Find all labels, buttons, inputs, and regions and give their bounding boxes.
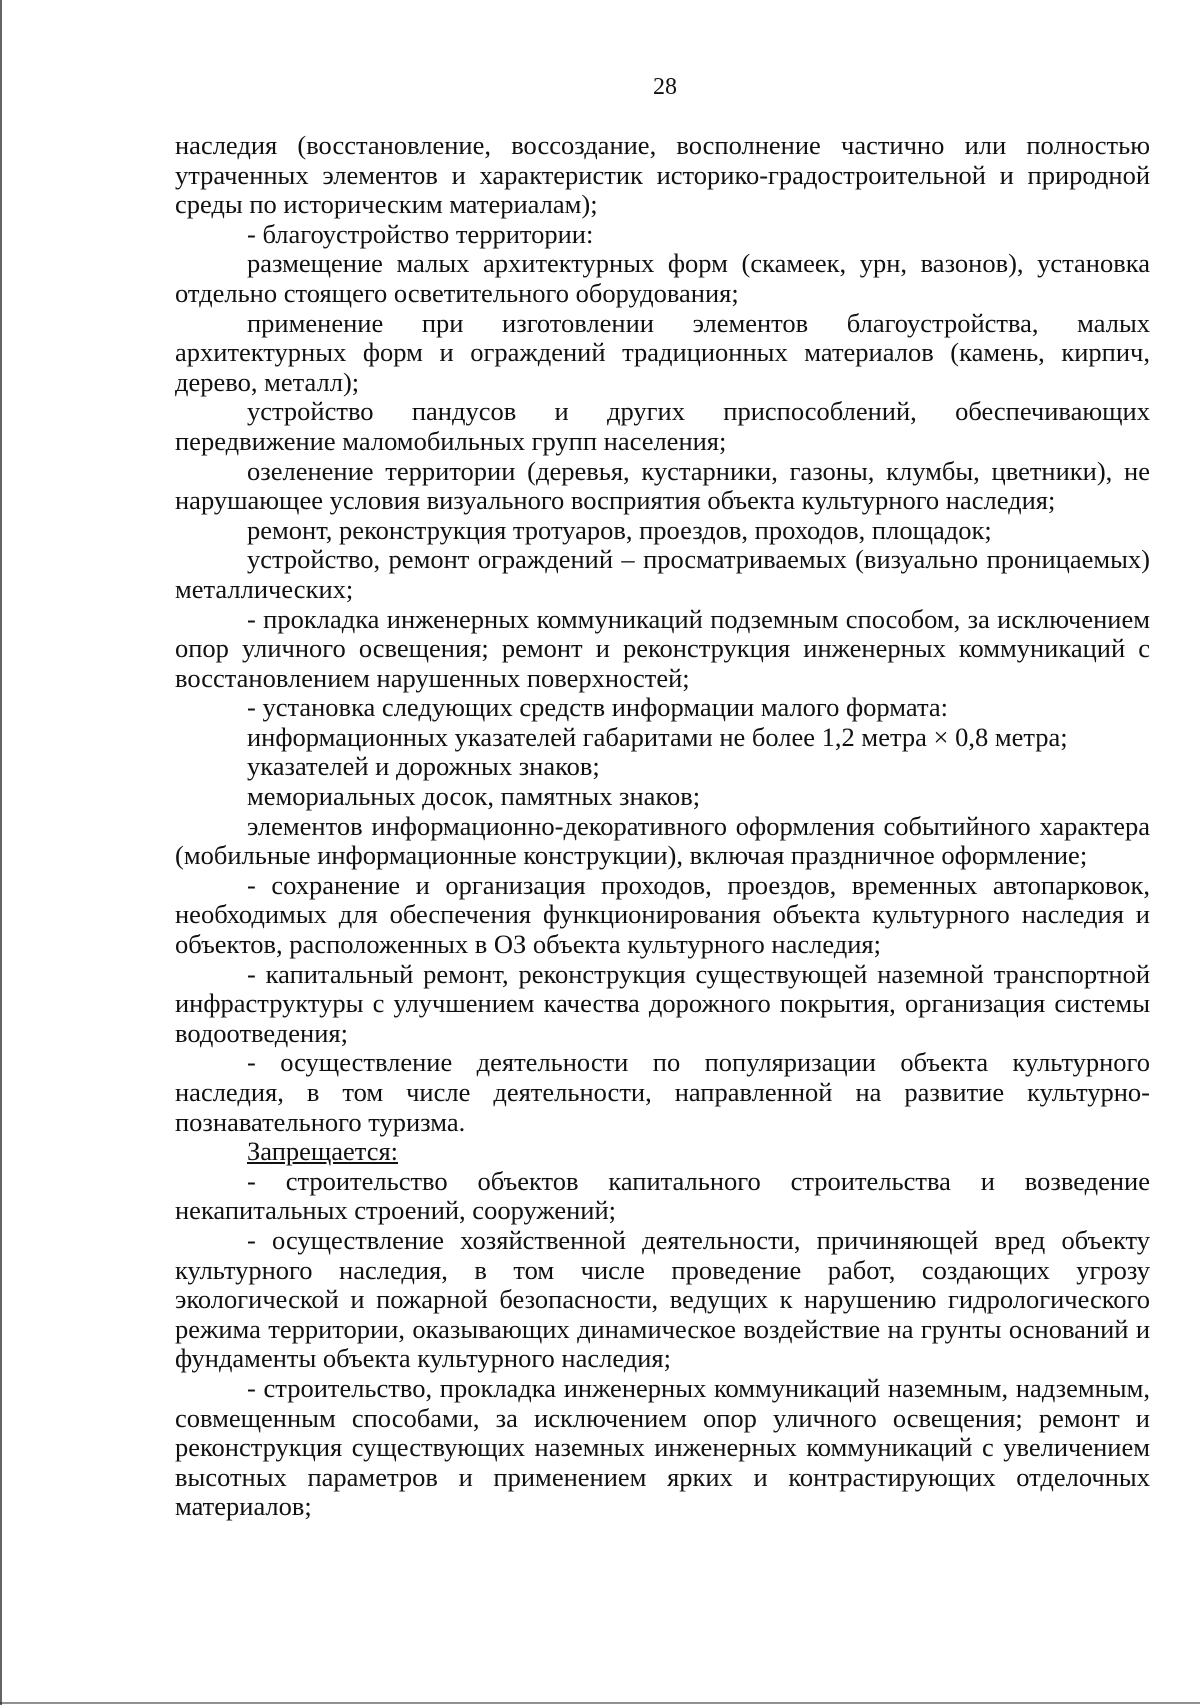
paragraph: - осуществление деятельности по популяризации объекта культурного наследия, в том числе деятельности, направленной на развитие культурно-познавательного туризма.: [175, 1047, 1150, 1137]
paragraph: применение при изготовлении элементов благоустройства, малых архитектурных форм и ограждений традиционных материалов (камень, кирпич, дерево, металл);: [175, 307, 1150, 397]
scan-bottom-edge: [0, 1702, 1200, 1704]
paragraph: - сохранение и организация проходов, проездов, временных автопарковок, необходимых для обеспечения функционирования объекта культурного наследия и объектов, расположенных в ОЗ объекта культурного наследия;: [175, 869, 1150, 960]
document-body: [175, 131, 1150, 1522]
paragraph: устройство пандусов и других приспособлений, обеспечивающих передвижение маломобильных групп населения;: [175, 396, 1150, 456]
scan-left-edge: [0, 0, 2, 1705]
paragraph: устройство, ремонт ограждений – просматриваемых (визуально проницаемых) металлических;: [175, 544, 1150, 604]
paragraph: - осуществление хозяйственной деятельности, причиняющей вред объекту культурного наследия, в том числе проведение работ, создающих угрозу экологической и пожарной безопасности, ведущих к нарушению гидрологического режима территории, оказывающих динамическое воздействие на грунты оснований и фундаменты объекта культурного наследия;: [175, 1224, 1150, 1374]
paragraph: размещение малых архитектурных форм (скамеек, урн, вазонов), установка отдельно стоящего осветительного оборудования;: [175, 248, 1150, 308]
paragraph: информационных указателей габаритами не более 1,2 метра × 0,8 метра;: [247, 721, 1068, 752]
paragraph: ремонт, реконструкция тротуаров, проездов, проходов, площадок;: [247, 514, 992, 545]
paragraph: - строительство объектов капитального строительства и возведение некапитальных строений, сооружений;: [175, 1165, 1150, 1226]
paragraph: озеленение территории (деревья, кустарники, газоны, клумбы, цветники), не нарушающее условия визуального восприятия объекта культурного наследия;: [175, 455, 1150, 516]
paragraph: элементов информационно-декоративного оформления событийного характера (мобильные информационные конструкции), включая праздничное оформление;: [175, 810, 1150, 871]
paragraph: наследия (восстановление, воссоздание, восполнение частично или полностью утраченных элементов и характеристик историко-градостроительной и природной среды по историческим материалам);: [175, 130, 1150, 220]
paragraph: мемориальных досок, памятных знаков;: [247, 781, 701, 812]
section-heading: Запрещается:: [247, 1136, 399, 1167]
paragraph: указателей и дорожных знаков;: [247, 751, 600, 782]
paragraph: [175, 1137, 1150, 1167]
paragraph: - прокладка инженерных коммуникаций подземным способом, за исключением опор уличного освещения; ремонт и реконструкция инженерных коммуникаций с восстановлением нарушенных поверхностей;: [175, 603, 1150, 693]
paragraph: - установка следующих средств информации малого формата:: [247, 692, 948, 723]
paragraph: - строительство, прокладка инженерных коммуникаций наземным, надземным, совмещенным способами, за исключением опор уличного освещения; ремонт и реконструкция существующих наземных инженерных коммуникаций с увеличением высотных параметров и применением ярких и контрастирующих отделочных материалов;: [175, 1372, 1150, 1522]
paragraph: - благоустройство территории:: [247, 218, 594, 249]
page-number: 28: [653, 74, 677, 100]
paragraph: - капитальный ремонт, реконструкция существующей наземной транспортной инфраструктуры с улучшением качества дорожного покрытия, организация системы водоотведения;: [175, 958, 1150, 1048]
